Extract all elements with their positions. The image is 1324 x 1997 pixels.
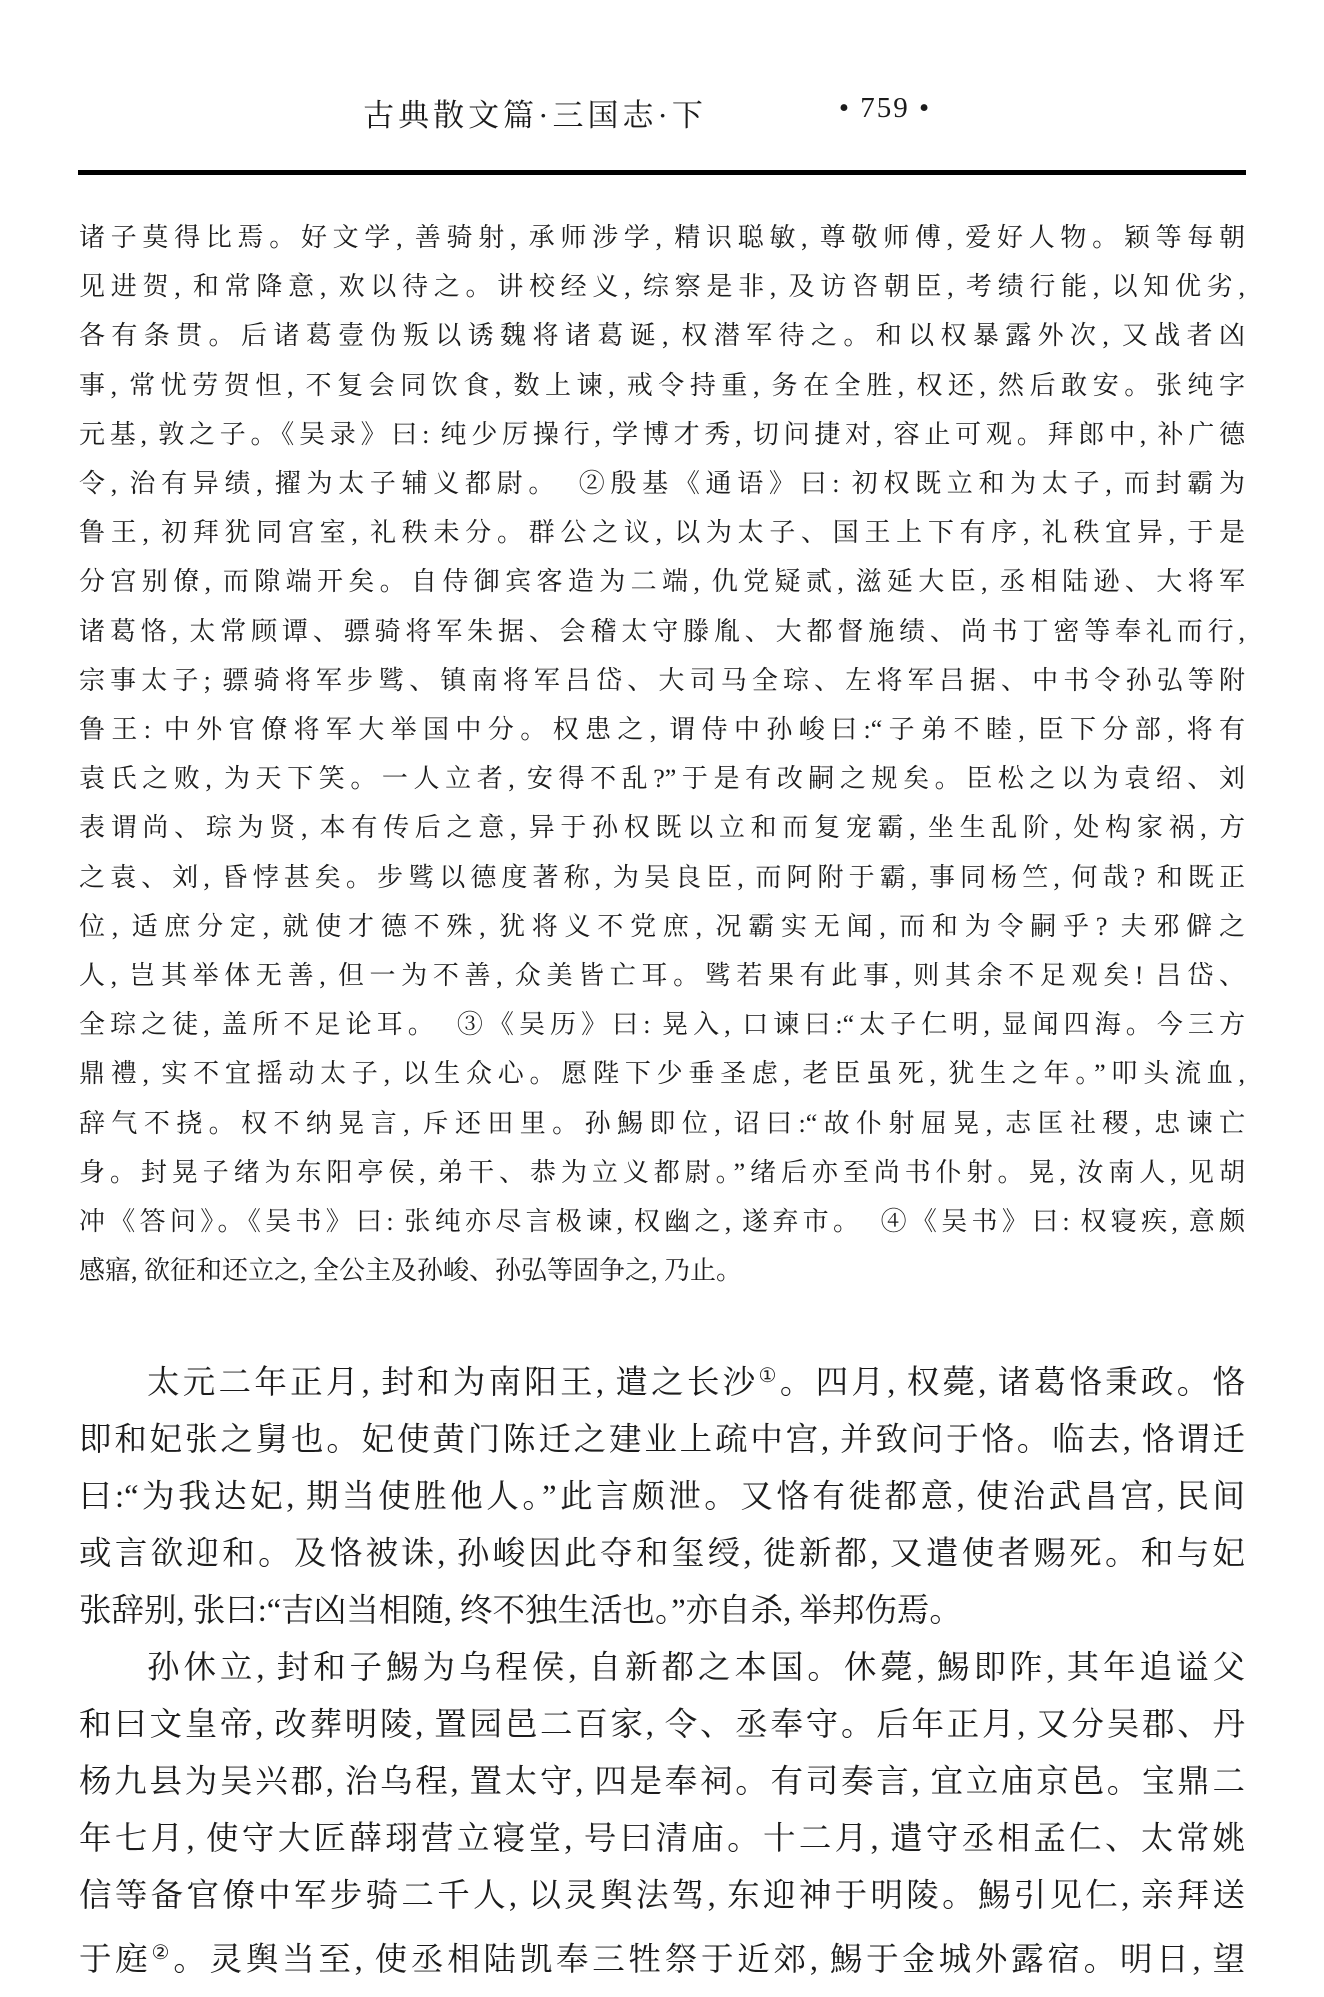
text-line: 冲《答问》。《吴书》曰: 张纯亦尽言极谏, 权幽之, 遂弃市。 ④《吴书》曰: 权寝疾, 意颇: [79, 1207, 1245, 1237]
text-line: 鲁王: 中外官僚将军大举国中分。权患之, 谓侍中孙峻曰:“子弟不睦, 臣下分部, 将有: [79, 715, 1245, 745]
page-header-title: 古典散文篇·三国志·下: [363, 98, 707, 133]
text-line: 信等备官僚中军步骑二千人, 以灵舆法驾, 东迎神于明陵。鯣引见仁, 亲拜送: [79, 1878, 1245, 1915]
text-line: 全琮之徒, 盖所不足论耳。 ③《吴历》曰: 晃入, 口谏曰:“太子仁明, 显闻四海。今三方: [79, 1010, 1245, 1040]
text-line: 位, 适庶分定, 就使才德不殊, 犹将义不党庶, 况霸实无闻, 而和为令嗣乎? 夫邪僻之: [79, 911, 1245, 941]
text-line: 分宫别僚, 而隙端开矣。自侍御宾客造为二端, 仇党疑贰, 滋延大臣, 丞相陆逊、大将军: [79, 567, 1245, 597]
page-number: • 759 •: [838, 92, 932, 124]
header-rule: [78, 170, 1246, 175]
text-line: 见进贺, 和常降意, 欢以待之。讲校经义, 综察是非, 及访咨朝臣, 考绩行能, 以知优劣,: [79, 272, 1245, 302]
text-line: 年七月, 使守大匠薛珝营立寝堂, 号曰清庙。十二月, 遣守丞相孟仁、太常姚: [79, 1821, 1245, 1858]
commentary-block: [79, 213, 1245, 1295]
text-line: 表谓尚、琮为贤, 本有传后之意, 异于孙权既以立和而复宠霸, 坐生乱阶, 处构家祸, 方: [79, 813, 1245, 843]
text-line: 即和妃张之舅也。妃使黄门陈迁之建业上疏中宫, 并致问于恪。临去, 恪谓迁: [79, 1422, 1245, 1459]
text-line: 于庭②。灵舆当至, 使丞相陆凯奉三牲祭于近郊, 鯣于金城外露宿。明日, 望: [79, 1942, 1245, 1979]
text-line: 和曰文皇帝, 改葬明陵, 置园邑二百家, 令、丞奉守。后年正月, 又分吴郡、丹: [79, 1707, 1245, 1744]
text-line: 袁氏之败, 为天下笑。一人立者, 安得不乱?”于是有改嗣之规矣。臣松之以为袁绍、刘: [79, 764, 1245, 794]
text-line: 诸子莫得比焉。好文学, 善骑射, 承师涉学, 精识聪敏, 尊敬师傅, 爱好人物。颖等每朝: [79, 223, 1245, 252]
text-line: 曰:“为我达妃, 期当使胜他人。”此言颇泄。又恪有徙都意, 使治武昌宫, 民间: [79, 1479, 1245, 1516]
text-line: 感寤, 欲征和还立之, 全公主及孙峻、孙弘等固争之, 乃止。: [79, 1256, 743, 1286]
footnote-marker: ②: [151, 1942, 174, 1965]
main-text-block: [79, 1348, 1245, 1989]
text-line: 人, 岂其举体无善, 但一为不善, 众美皆亡耳。骘若果有此事, 则其余不足观矣! 吕岱、: [79, 961, 1245, 991]
text-line: 鲁王, 初拜犹同宫室, 礼秩未分。群公之议, 以为太子、国王上下有序, 礼秩宜异, 于是: [79, 518, 1245, 548]
text-line: 之袁、刘, 昏悖甚矣。步骘以德度著称, 为吴良臣, 而阿附于霸, 事同杨竺, 何哉? 和既正: [79, 862, 1245, 892]
text-line: 杨九县为吴兴郡, 治乌程, 置太守, 四是奉祠。有司奏言, 宜立庙京邑。宝鼎二: [79, 1764, 1245, 1801]
text-line: 事, 常忧劳贺怛, 不复会同饮食, 数上谏, 戒令持重, 务在全胜, 权还, 然后敢安。张纯字: [79, 370, 1245, 400]
text-line: 各有条贯。后诸葛壹伪叛以诱魏将诸葛诞, 权潜军待之。和以权暴露外次, 又战者凶: [79, 321, 1245, 351]
text-line: 令, 治有异绩, 擢为太子辅义都尉。 ②殷基《通语》曰: 初权既立和为太子, 而封霸为: [79, 469, 1245, 499]
text-line: 身。封晃子绪为东阳亭侯, 弟干、恭为立义都尉。”绪后亦至尚书仆射。晃, 汝南人, 见胡: [79, 1157, 1245, 1187]
text-line: 辞气不挠。权不纳晃言, 斥还田里。孙鯣即位, 诏曰:“故仆射屈晃, 志匡社稷, 忠谏亡: [79, 1108, 1245, 1138]
text-line: 孙休立, 封和子鯣为乌程侯, 自新都之本国。休薨, 鯣即阼, 其年追谥父: [147, 1650, 1245, 1687]
text-line: 鼎禮, 实不宜摇动太子, 以生众心。愿陛下少垂圣虑, 老臣虽死, 犹生之年。”叩头流血,: [79, 1059, 1245, 1089]
text-line: 或言欲迎和。及恪被诛, 孙峻因此夺和玺绶, 徙新都, 又遣使者赐死。和与妃: [79, 1536, 1245, 1573]
text-line: 太元二年正月, 封和为南阳王, 遣之长沙①。四月, 权薨, 诸葛恪秉政。恪: [147, 1365, 1245, 1402]
text-line: 张辞别, 张曰:“吉凶当相随, 终不独生活也。”亦自杀, 举邦伤焉。: [79, 1593, 962, 1630]
text-line: 元基, 敦之子。《吴录》曰: 纯少厉操行, 学博才秀, 切问捷对, 容止可观。拜郎中, 补广德: [79, 419, 1245, 449]
text-line: 宗事太子; 骠骑将军步骘、镇南将军吕岱、大司马全琮、左将军吕据、中书令孙弘等附: [79, 665, 1245, 695]
text-line: 诸葛恪, 太常顾谭、骠骑将军朱据、会稽太守滕胤、大都督施绩、尚书丁密等奉礼而行,: [79, 616, 1245, 646]
footnote-marker: ①: [758, 1365, 780, 1387]
